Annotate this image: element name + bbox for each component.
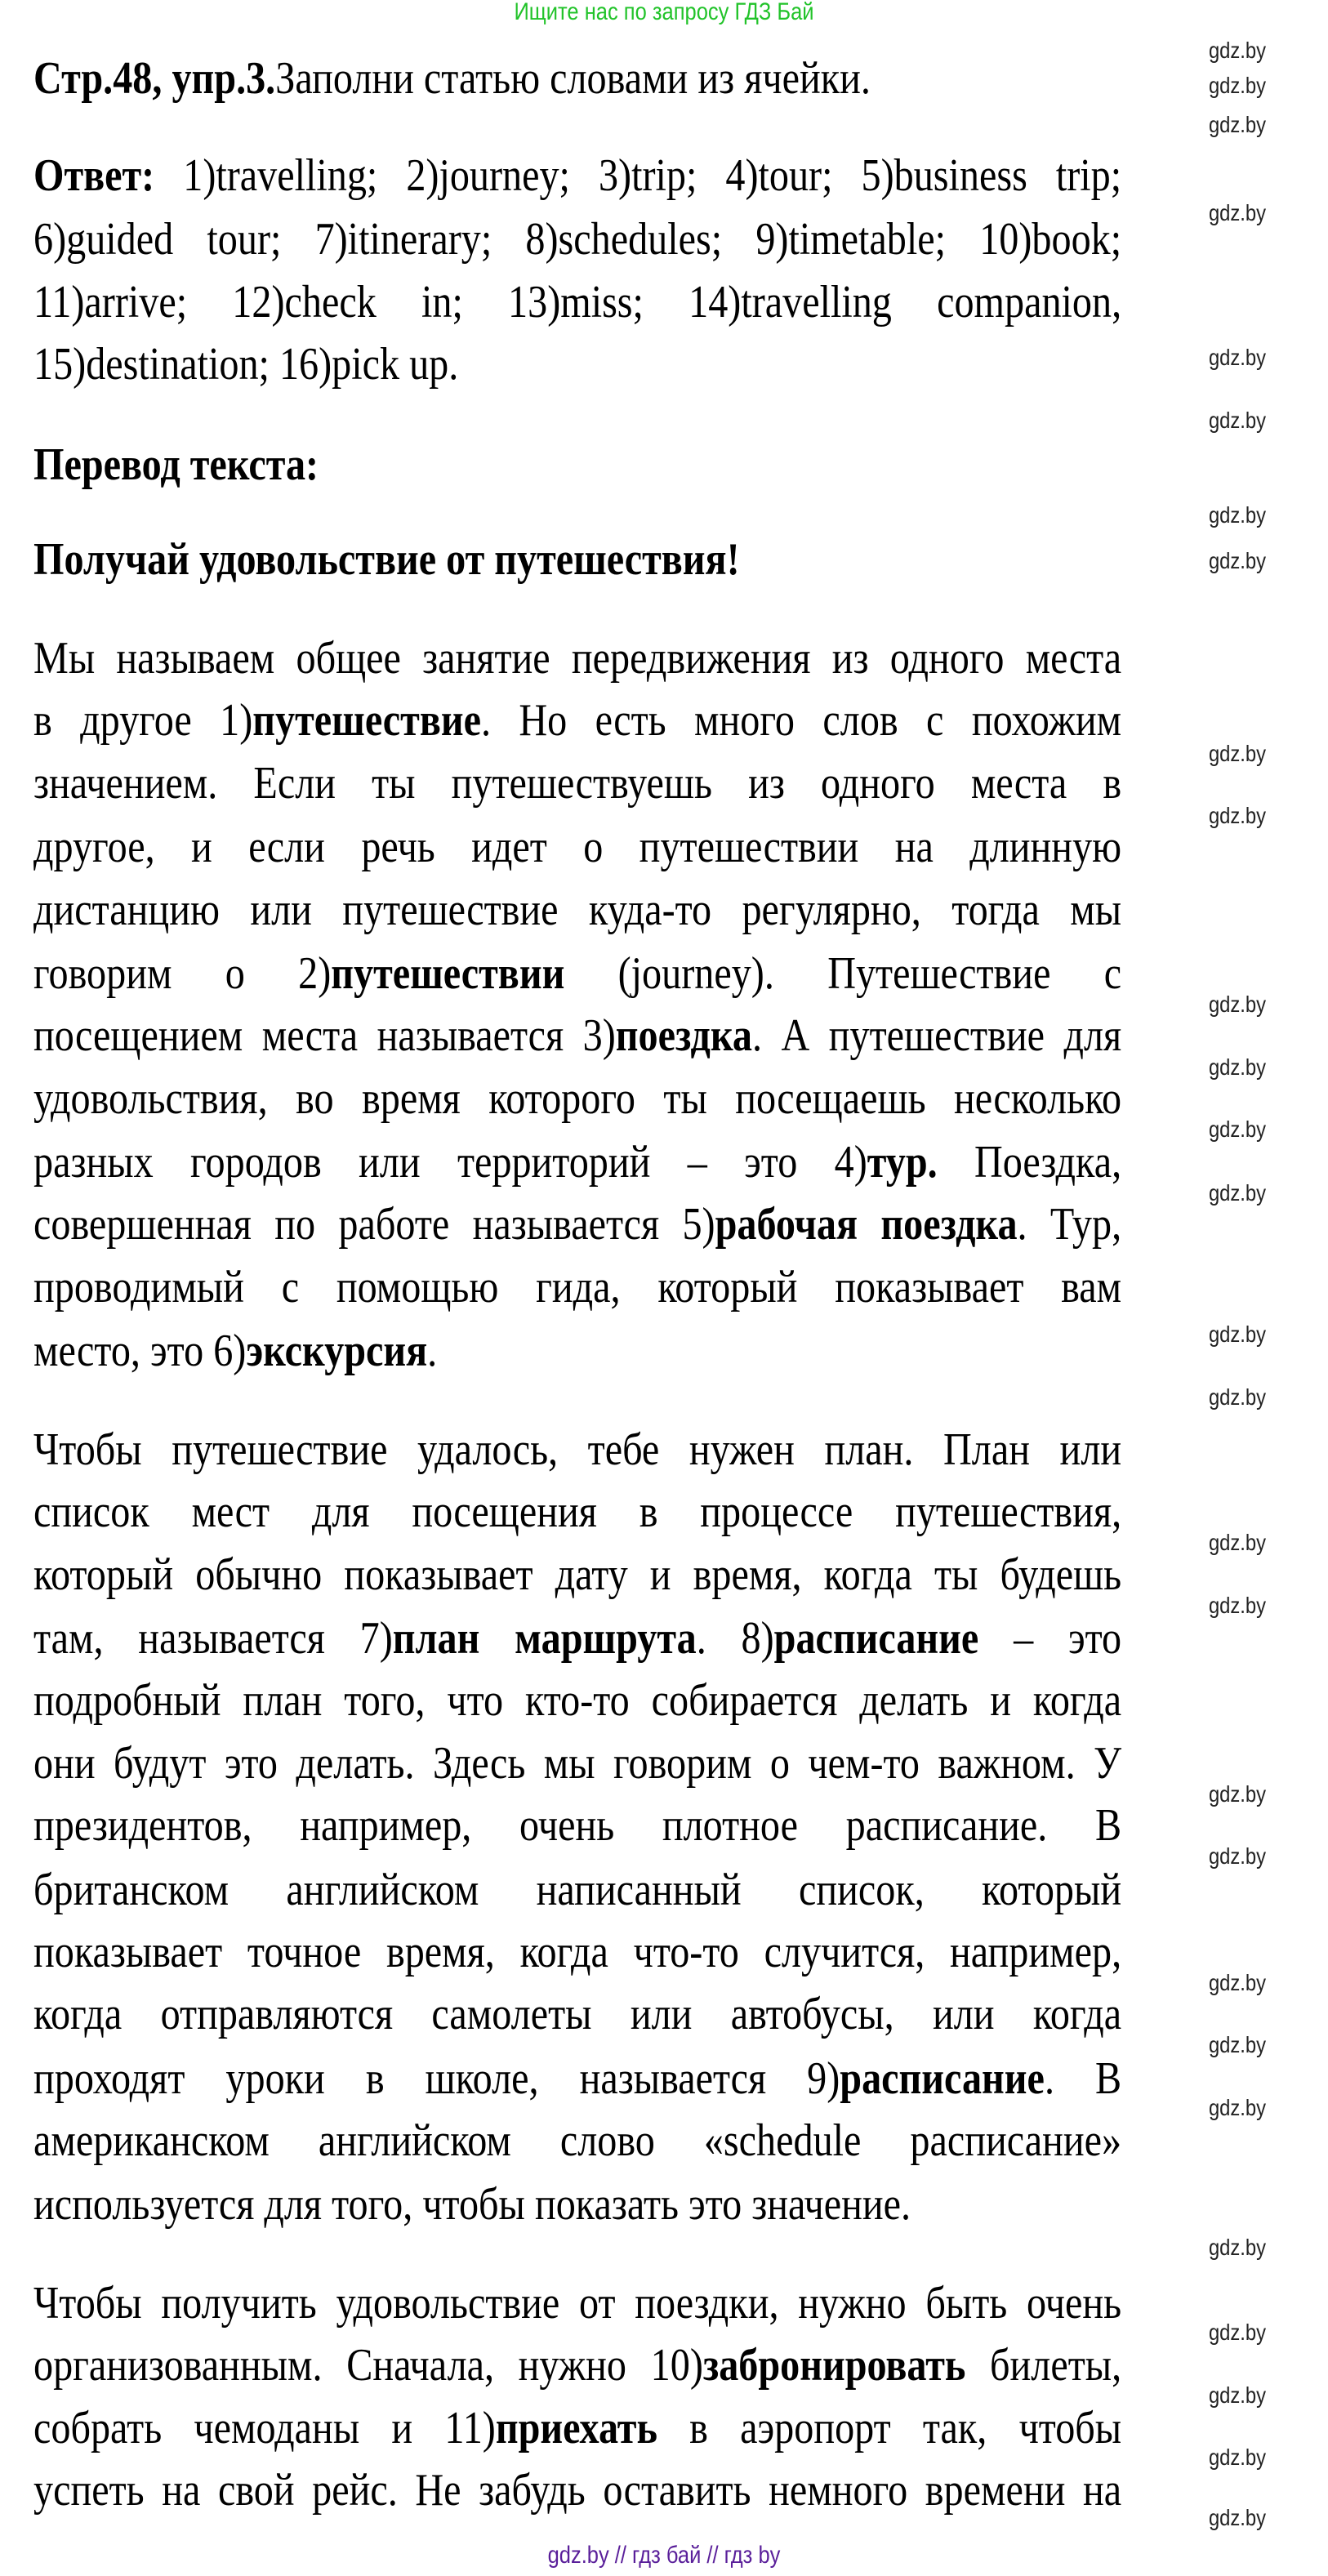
text-line	[33, 1607, 1121, 1669]
text-line	[33, 208, 1121, 270]
text-segment: – это	[978, 1612, 1122, 1664]
text-segment: другое, и если речь идет о путешествии на длинную	[33, 822, 1122, 873]
text-line	[33, 271, 1121, 333]
text-segment: Мы называем общее занятие передвижения из одного места	[33, 633, 1122, 684]
watermark-text: gdz.by	[1208, 2234, 1267, 2260]
watermark-text: gdz.by	[1208, 740, 1267, 766]
text-line	[33, 627, 1121, 689]
text-segment: показывает точное время, когда что-то случится, например,	[33, 1926, 1122, 1977]
text-line	[33, 1669, 1121, 1731]
watermark-text: gdz.by	[1208, 200, 1267, 226]
watermark-text: gdz.by	[1208, 407, 1267, 433]
watermark-text: gdz.by	[1208, 548, 1267, 574]
text-line	[33, 434, 1121, 496]
bold-text: экскурсия	[246, 1326, 428, 1377]
watermark-text: gdz.by	[1208, 992, 1267, 1018]
watermark-text: gdz.by	[1208, 345, 1267, 371]
bold-text: Перевод текста:	[33, 439, 319, 490]
watermark-text: gdz.by	[1208, 2505, 1267, 2531]
text-segment: дистанцию или путешествие куда-то регулярно, тогда мы	[33, 884, 1122, 935]
watermark-text: gdz.by	[1208, 38, 1267, 64]
text-segment: . 8)	[696, 1612, 774, 1664]
bold-text: приехать	[495, 2402, 657, 2453]
text-segment: . А путешествие для	[751, 1010, 1122, 1062]
watermark-text: gdz.by	[1208, 802, 1267, 828]
text-segment: удовольствия, во время которого ты посещаешь несколько	[33, 1072, 1122, 1124]
text-line	[33, 2459, 1121, 2521]
text-line	[33, 528, 1121, 591]
text-segment: список мест для посещения в процессе путешествия,	[33, 1486, 1122, 1538]
search-banner: Ищите нас по запросу ГДЗ Бай	[514, 0, 814, 25]
text-line	[33, 1481, 1121, 1543]
text-line	[33, 1320, 1121, 1382]
text-segment: . Но есть много слов с похожим	[480, 695, 1122, 747]
text-line	[33, 752, 1121, 814]
watermark-text: gdz.by	[1208, 2094, 1267, 2120]
text-line	[33, 2334, 1121, 2396]
watermark-text: gdz.by	[1208, 111, 1267, 137]
text-line	[33, 1859, 1121, 1921]
text-line	[33, 2048, 1121, 2110]
text-segment: они будут это делать. Здесь мы говорим о чем-то важном. У	[33, 1737, 1122, 1789]
text-segment: там, называется 7)	[33, 1612, 393, 1664]
text-segment: билеты,	[965, 2340, 1122, 2391]
text-segment: который обычно показывает дату и время, когда ты будешь	[33, 1549, 1122, 1600]
watermark-text: gdz.by	[1208, 1180, 1267, 1206]
text-line	[33, 1067, 1121, 1130]
text-segment: совершенная по работе называется 5)	[33, 1199, 715, 1250]
text-line	[33, 1131, 1121, 1193]
text-segment: 15)destination; 16)pick up.	[33, 339, 459, 390]
watermark-text: gdz.by	[1208, 2444, 1267, 2470]
watermark-text: gdz.by	[1208, 502, 1267, 528]
watermark-text: gdz.by	[1208, 72, 1267, 98]
watermark-text: gdz.by	[1208, 1321, 1267, 1348]
bold-text: поездка	[615, 1010, 752, 1062]
text-line	[33, 1193, 1121, 1255]
text-segment: успеть на свой рейс. Не забудь оставить немного времени на	[33, 2465, 1122, 2516]
bold-text: Стр.48, упр.3.	[33, 53, 276, 105]
text-line	[33, 2397, 1121, 2459]
text-segment: президентов, например, очень плотное расписание. В	[33, 1800, 1122, 1852]
text-line	[33, 943, 1121, 1005]
text-segment: место, это 6)	[33, 1326, 247, 1377]
text-segment: Чтобы путешествие удалось, тебе нужен план. План или	[33, 1424, 1122, 1475]
text-segment: используется для того, чтобы показать это значение.	[33, 2179, 911, 2231]
bold-text: путешествии	[331, 947, 565, 999]
text-line	[33, 816, 1121, 878]
text-segment: разных городов или территорий – это 4)	[33, 1137, 867, 1188]
text-segment: проводимый с помощью гида, который показывает вам	[33, 1261, 1122, 1313]
text-segment: в аэропорт так, чтобы	[657, 2402, 1122, 2453]
bold-text: Получай удовольствие от путешествия!	[33, 534, 740, 586]
watermark-text: gdz.by	[1208, 1843, 1267, 1870]
text-line	[33, 689, 1121, 751]
text-line	[33, 1005, 1121, 1067]
watermark-text: gdz.by	[1208, 2320, 1267, 2346]
text-segment: . В	[1044, 2052, 1122, 2104]
bold-text: тур.	[867, 1137, 938, 1188]
text-segment: (journey). Путешествие с	[564, 947, 1122, 999]
watermark-text: gdz.by	[1208, 1780, 1267, 1807]
text-segment: .	[427, 1326, 438, 1377]
text-segment: Заполни статью словами из ячейки.	[275, 53, 871, 105]
watermark-text: gdz.by	[1208, 1054, 1267, 1080]
bold-text: Ответ:	[33, 150, 155, 202]
text-line	[33, 2110, 1121, 2172]
bold-text: путешествие	[252, 695, 481, 747]
watermark-text: gdz.by	[1208, 1384, 1267, 1410]
text-segment: когда отправляются самолеты или автобусы, или когда	[33, 1989, 1122, 2040]
watermark-text: gdz.by	[1208, 1970, 1267, 1996]
bold-text: расписание	[773, 1612, 979, 1664]
text-segment: британском английском написанный список, который	[33, 1864, 1122, 1915]
text-segment: собрать чемоданы и 11)	[33, 2402, 496, 2453]
text-line	[33, 145, 1121, 207]
watermark-text: gdz.by	[1208, 2032, 1267, 2058]
text-line	[33, 1794, 1121, 1856]
text-line	[33, 2272, 1121, 2334]
text-segment: говорим о 2)	[33, 947, 332, 999]
text-line	[33, 879, 1121, 941]
watermark-text: gdz.by	[1208, 2382, 1267, 2408]
bold-text: рабочая поездка	[715, 1199, 1018, 1250]
text-line	[33, 1256, 1121, 1318]
text-line	[33, 2173, 1121, 2235]
bold-text: расписание	[840, 2052, 1045, 2104]
text-segment: в другое 1)	[33, 695, 253, 747]
text-segment: организованным. Сначала, нужно 10)	[33, 2340, 703, 2391]
footer-watermark: gdz.by // гдз бай // гдз by	[547, 2542, 781, 2569]
bold-text: план маршрута	[392, 1612, 697, 1664]
text-line	[33, 1419, 1121, 1481]
text-segment: подробный план того, что кто-то собирается делать и когда	[33, 1675, 1122, 1727]
watermark-text: gdz.by	[1208, 1530, 1267, 1556]
text-segment: . Тур,	[1017, 1199, 1122, 1250]
text-line	[33, 47, 1121, 109]
text-segment: 6)guided tour; 7)itinerary; 8)schedules; 9)timetable; 10)book;	[33, 214, 1122, 265]
text-segment: значением. Если ты путешествуешь из одного места в	[33, 757, 1122, 809]
text-segment: проходят уроки в школе, называется 9)	[33, 2052, 840, 2104]
watermark-text: gdz.by	[1208, 1592, 1267, 1618]
text-line	[33, 333, 1121, 395]
text-segment: американском английском слово «schedule расписание»	[33, 2115, 1122, 2167]
text-line	[33, 1983, 1121, 2045]
text-segment: 11)arrive; 12)check in; 13)miss; 14)travelling companion,	[33, 276, 1122, 328]
text-segment: Поездка,	[937, 1137, 1122, 1188]
bold-text: забронировать	[702, 2340, 966, 2391]
watermark-text: gdz.by	[1208, 1116, 1267, 1142]
text-line	[33, 1732, 1121, 1794]
text-line	[33, 1921, 1121, 1983]
text-segment: Чтобы получить удовольствие от поездки, нужно быть очень	[33, 2278, 1122, 2329]
text-line	[33, 1544, 1121, 1606]
text-segment: 1)travelling; 2)journey; 3)trip; 4)tour; 5)business trip;	[154, 150, 1122, 202]
text-segment: посещением места называется 3)	[33, 1010, 616, 1062]
